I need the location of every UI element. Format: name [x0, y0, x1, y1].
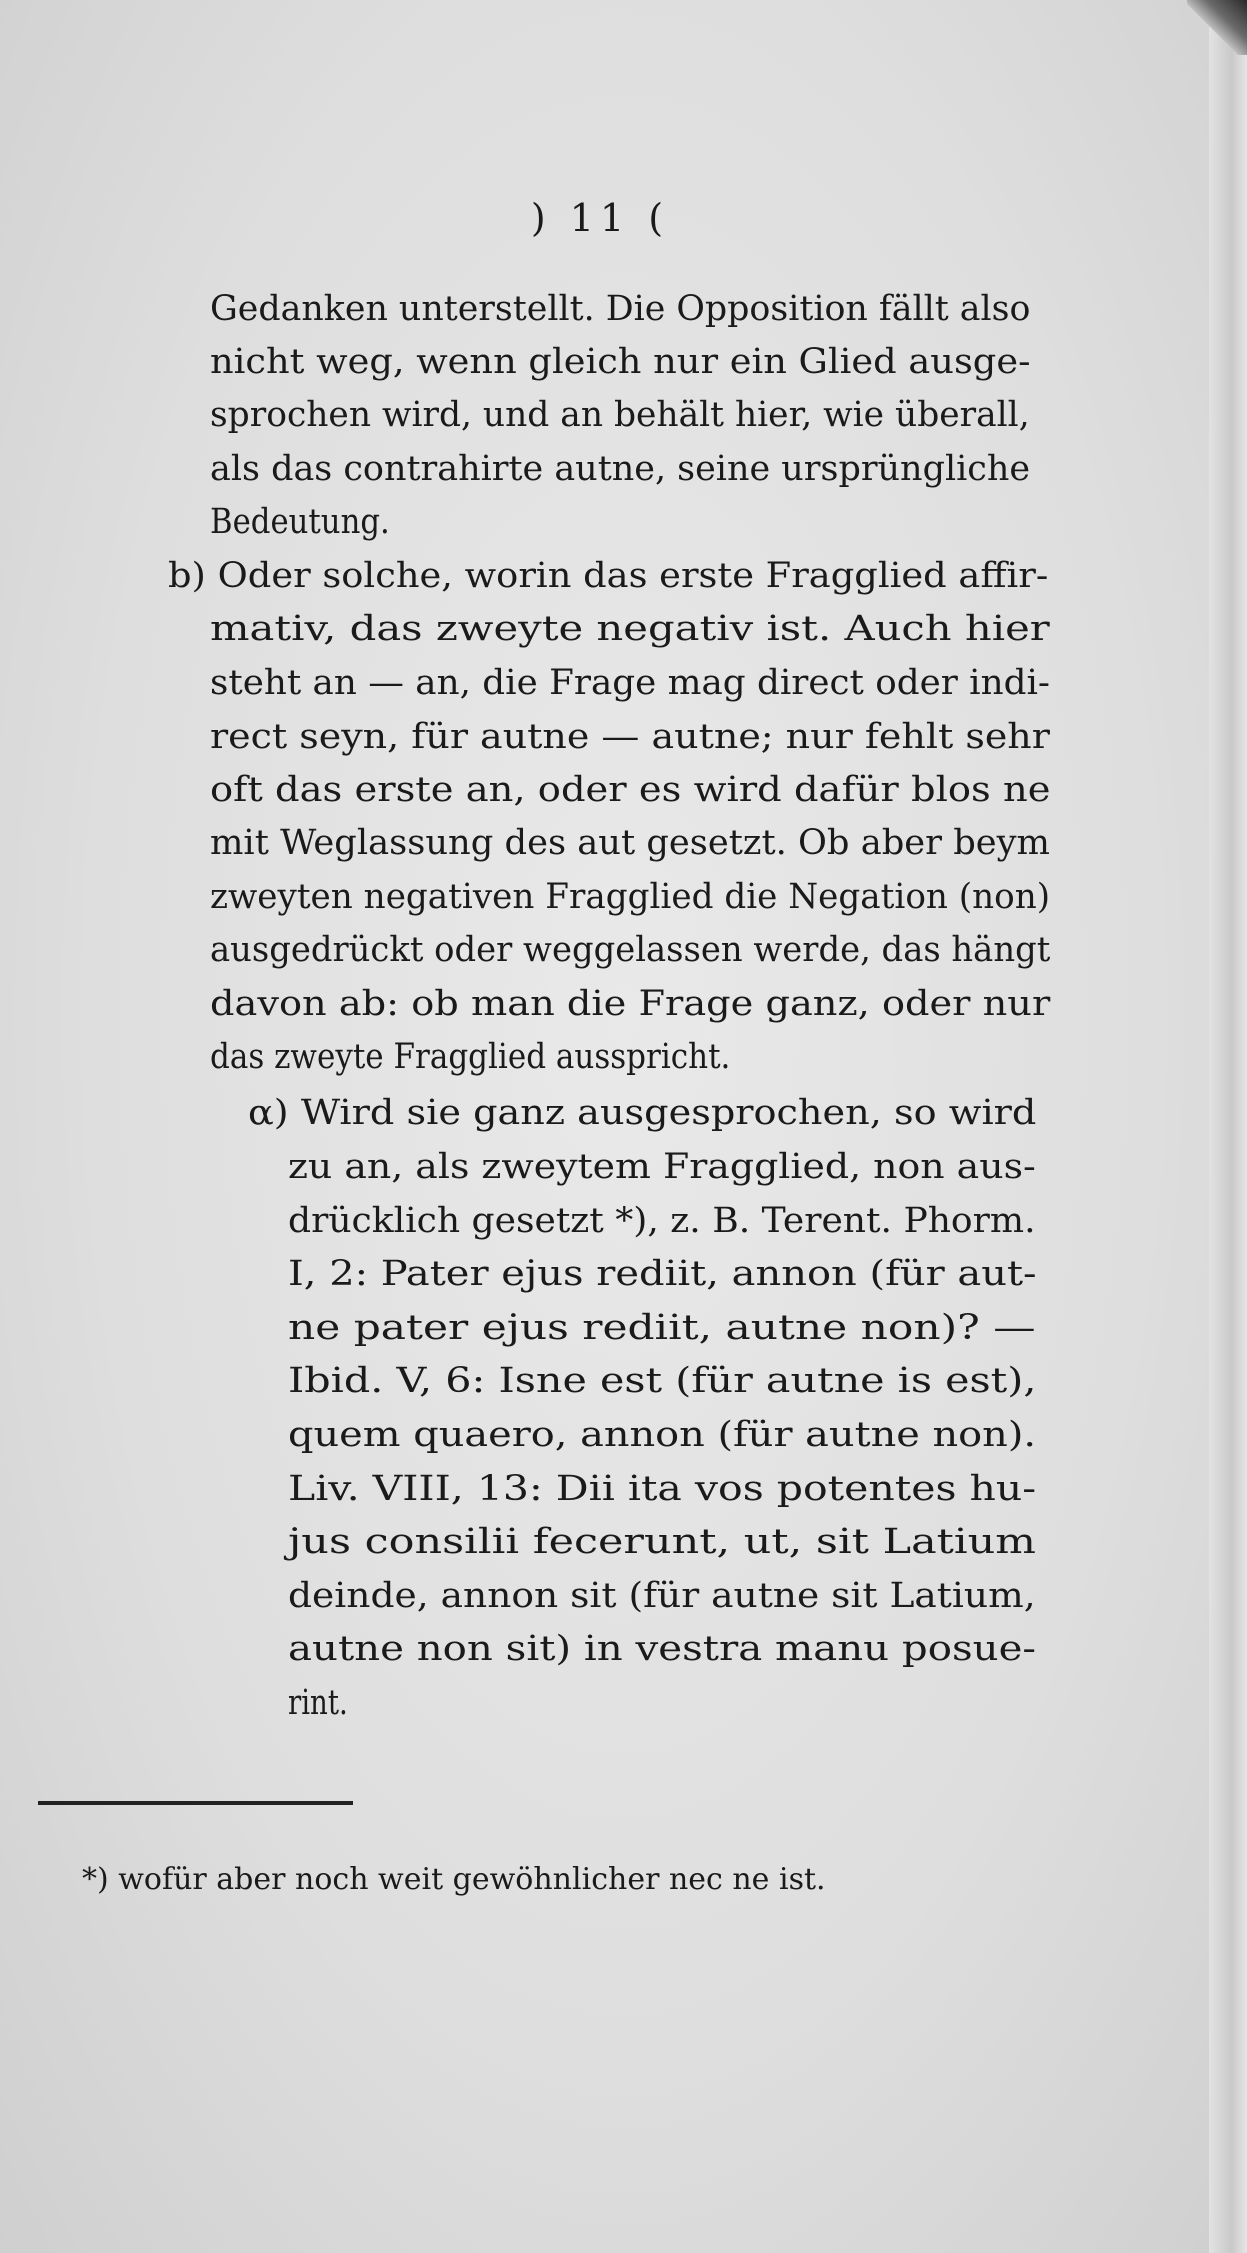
- text-line: b) Oder solche, worin das erste Fragglied affir-: [168, 556, 1049, 596]
- text-line: quem quaero, annon (für autne non).: [288, 1415, 1037, 1455]
- text-line: jus consilii fecerunt, ut, sit Latium: [288, 1522, 1036, 1562]
- page-number: ) 11 (: [530, 196, 670, 240]
- text-line: rect seyn, für autne — autne; nur fehlt sehr: [210, 717, 1050, 757]
- text-line: Ibid. V, 6: Isne est (für autne is est),: [288, 1361, 1037, 1401]
- page-corner: [1187, 0, 1247, 55]
- text-line: Bedeutung.: [210, 502, 390, 542]
- text-line: zweyten negativen Fragglied die Negation (non): [210, 877, 1051, 917]
- text-line: mativ, das zweyte negativ ist. Auch hier: [210, 609, 1050, 649]
- text-line: das zweyte Fragglied ausspricht.: [210, 1037, 731, 1077]
- text-line: I, 2: Pater ejus rediit, annon (für aut-: [288, 1254, 1037, 1294]
- page-edge: [1209, 0, 1247, 2253]
- text-line: drücklich gesetzt *), z. B. Terent. Phorm.: [288, 1201, 1036, 1241]
- text-line: zu an, als zweytem Fragglied, non aus-: [288, 1147, 1036, 1187]
- text-line: nicht weg, wenn gleich nur ein Glied ausge-: [210, 342, 1031, 382]
- text-line: steht an — an, die Frage mag direct oder indi-: [210, 663, 1050, 703]
- text-line: ausgedrückt oder weggelassen werde, das hängt: [210, 930, 1051, 970]
- footnote-rule: [38, 1801, 353, 1805]
- footnote: *) wofür aber noch weit gewöhnlicher nec ne ist.: [82, 1862, 826, 1897]
- text-line: als das contrahirte autne, seine ursprüngliche: [210, 449, 1031, 489]
- text-line: rint.: [288, 1683, 348, 1723]
- text-line: mit Weglassung des aut gesetzt. Ob aber beym: [210, 823, 1050, 863]
- text-line: oft das erste an, oder es wird dafür blos ne: [210, 770, 1051, 810]
- text-line: sprochen wird, und an behält hier, wie überall,: [210, 395, 1030, 435]
- text-line: davon ab: ob man die Frage ganz, oder nur: [210, 984, 1051, 1024]
- text-line: α) Wird sie ganz ausgesprochen, so wird: [248, 1093, 1037, 1133]
- text-line: autne non sit) in vestra manu posue-: [288, 1629, 1037, 1669]
- text-line: Gedanken unterstellt. Die Opposition fällt also: [210, 289, 1031, 329]
- text-line: deinde, annon sit (für autne sit Latium,: [288, 1576, 1036, 1616]
- text-line: ne pater ejus rediit, autne non)? —: [288, 1308, 1036, 1348]
- text-line: Liv. VIII, 13: Dii ita vos potentes hu-: [288, 1469, 1037, 1509]
